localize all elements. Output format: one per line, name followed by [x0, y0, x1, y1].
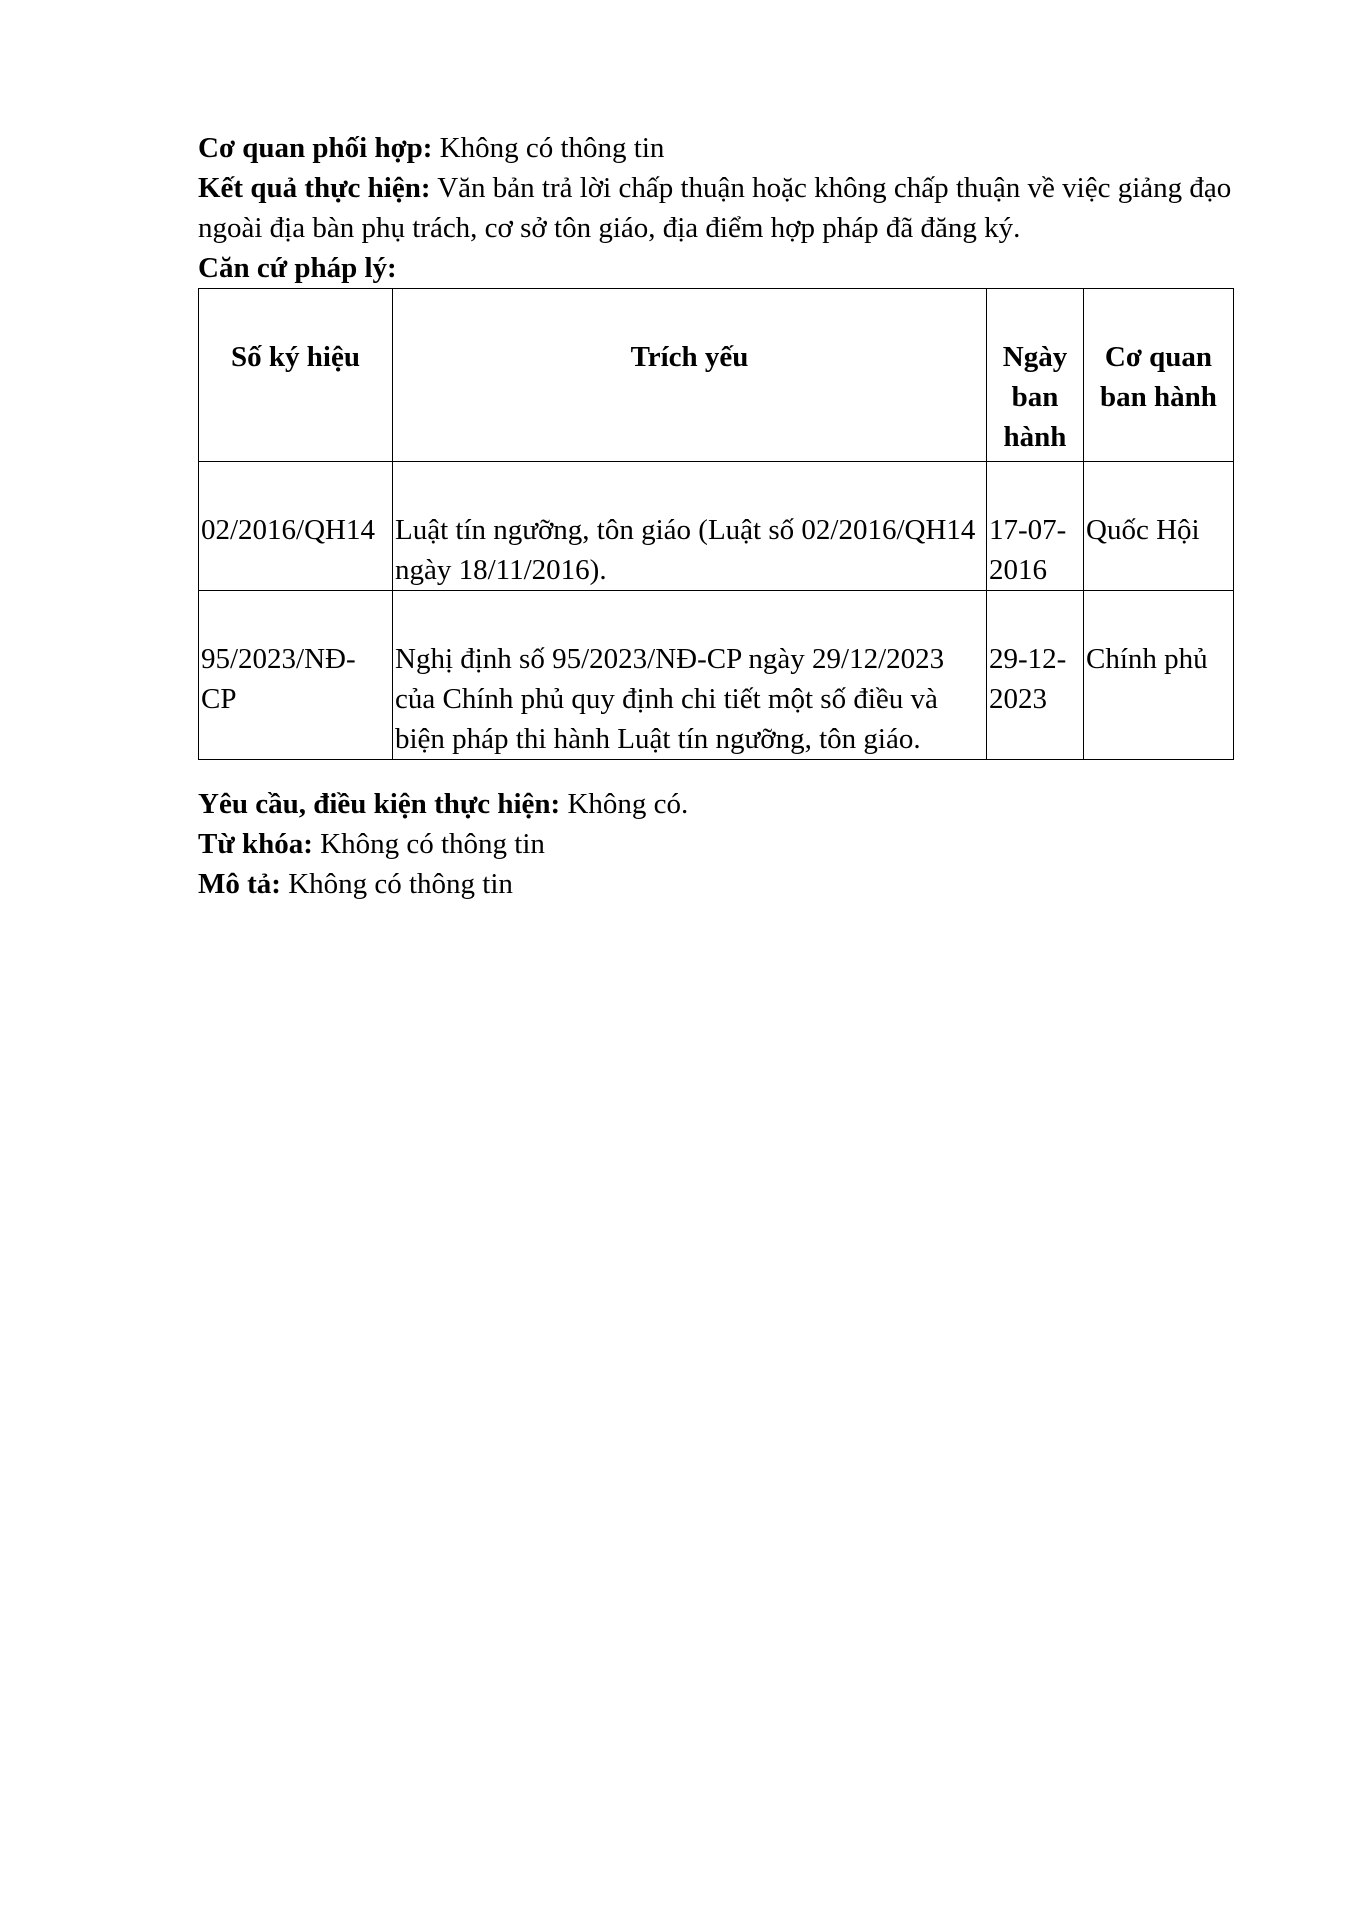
description-label: Mô tả:: [198, 868, 281, 900]
keywords-line: [198, 824, 1233, 864]
result-line: [198, 168, 1233, 248]
header-agency: Cơ quan ban hành: [1084, 289, 1234, 462]
keywords-value: Không có thông tin: [312, 828, 545, 860]
cell-agency: Chính phủ: [1084, 591, 1234, 760]
cell-summary: Nghị định số 95/2023/NĐ-CP ngày 29/12/2023 của Chính phủ quy định chi tiết một số điều và biện pháp thi hành Luật tín ngưỡng, tôn giáo.: [393, 591, 987, 760]
requirements-label: Yêu cầu, điều kiện thực hiện:: [198, 788, 561, 820]
result-label: Kết quả thực hiện:: [198, 172, 431, 204]
cell-date: 17-07-2016: [987, 462, 1084, 591]
cell-number: 95/2023/NĐ-CP: [199, 591, 393, 760]
legal-basis-heading: [198, 248, 1233, 288]
footer-fields: [198, 784, 1233, 904]
result-value: Văn bản trả lời chấp thuận hoặc không chấp thuận về việc giảng đạo ngoài địa bàn phụ trách, cơ sở tôn giáo, địa điểm hợp pháp đã đăng ký.: [198, 172, 1232, 244]
coordinating-agency-value: Không có thông tin: [432, 132, 665, 164]
header-date: Ngày ban hành: [987, 289, 1084, 462]
document-content: [198, 128, 1233, 904]
legal-basis-table: [198, 288, 1234, 760]
requirements-line: [198, 784, 1233, 824]
table-row: [199, 462, 1234, 591]
description-value: Không có thông tin: [280, 868, 513, 900]
coordinating-agency-line: [198, 128, 1233, 168]
table-header-row: [199, 289, 1234, 462]
requirements-value: Không có.: [560, 788, 689, 820]
cell-number: 02/2016/QH14: [199, 462, 393, 591]
description-line: [198, 864, 1233, 904]
header-number: Số ký hiệu: [199, 289, 393, 462]
cell-summary: Luật tín ngưỡng, tôn giáo (Luật số 02/2016/QH14 ngày 18/11/2016).: [393, 462, 987, 591]
coordinating-agency-label: Cơ quan phối hợp:: [198, 132, 433, 164]
legal-basis-label: Căn cứ pháp lý:: [198, 252, 397, 284]
cell-date: 29-12-2023: [987, 591, 1084, 760]
header-summary: Trích yếu: [393, 289, 987, 462]
cell-agency: Quốc Hội: [1084, 462, 1234, 591]
keywords-label: Từ khóa:: [198, 828, 313, 860]
table-row: [199, 591, 1234, 760]
